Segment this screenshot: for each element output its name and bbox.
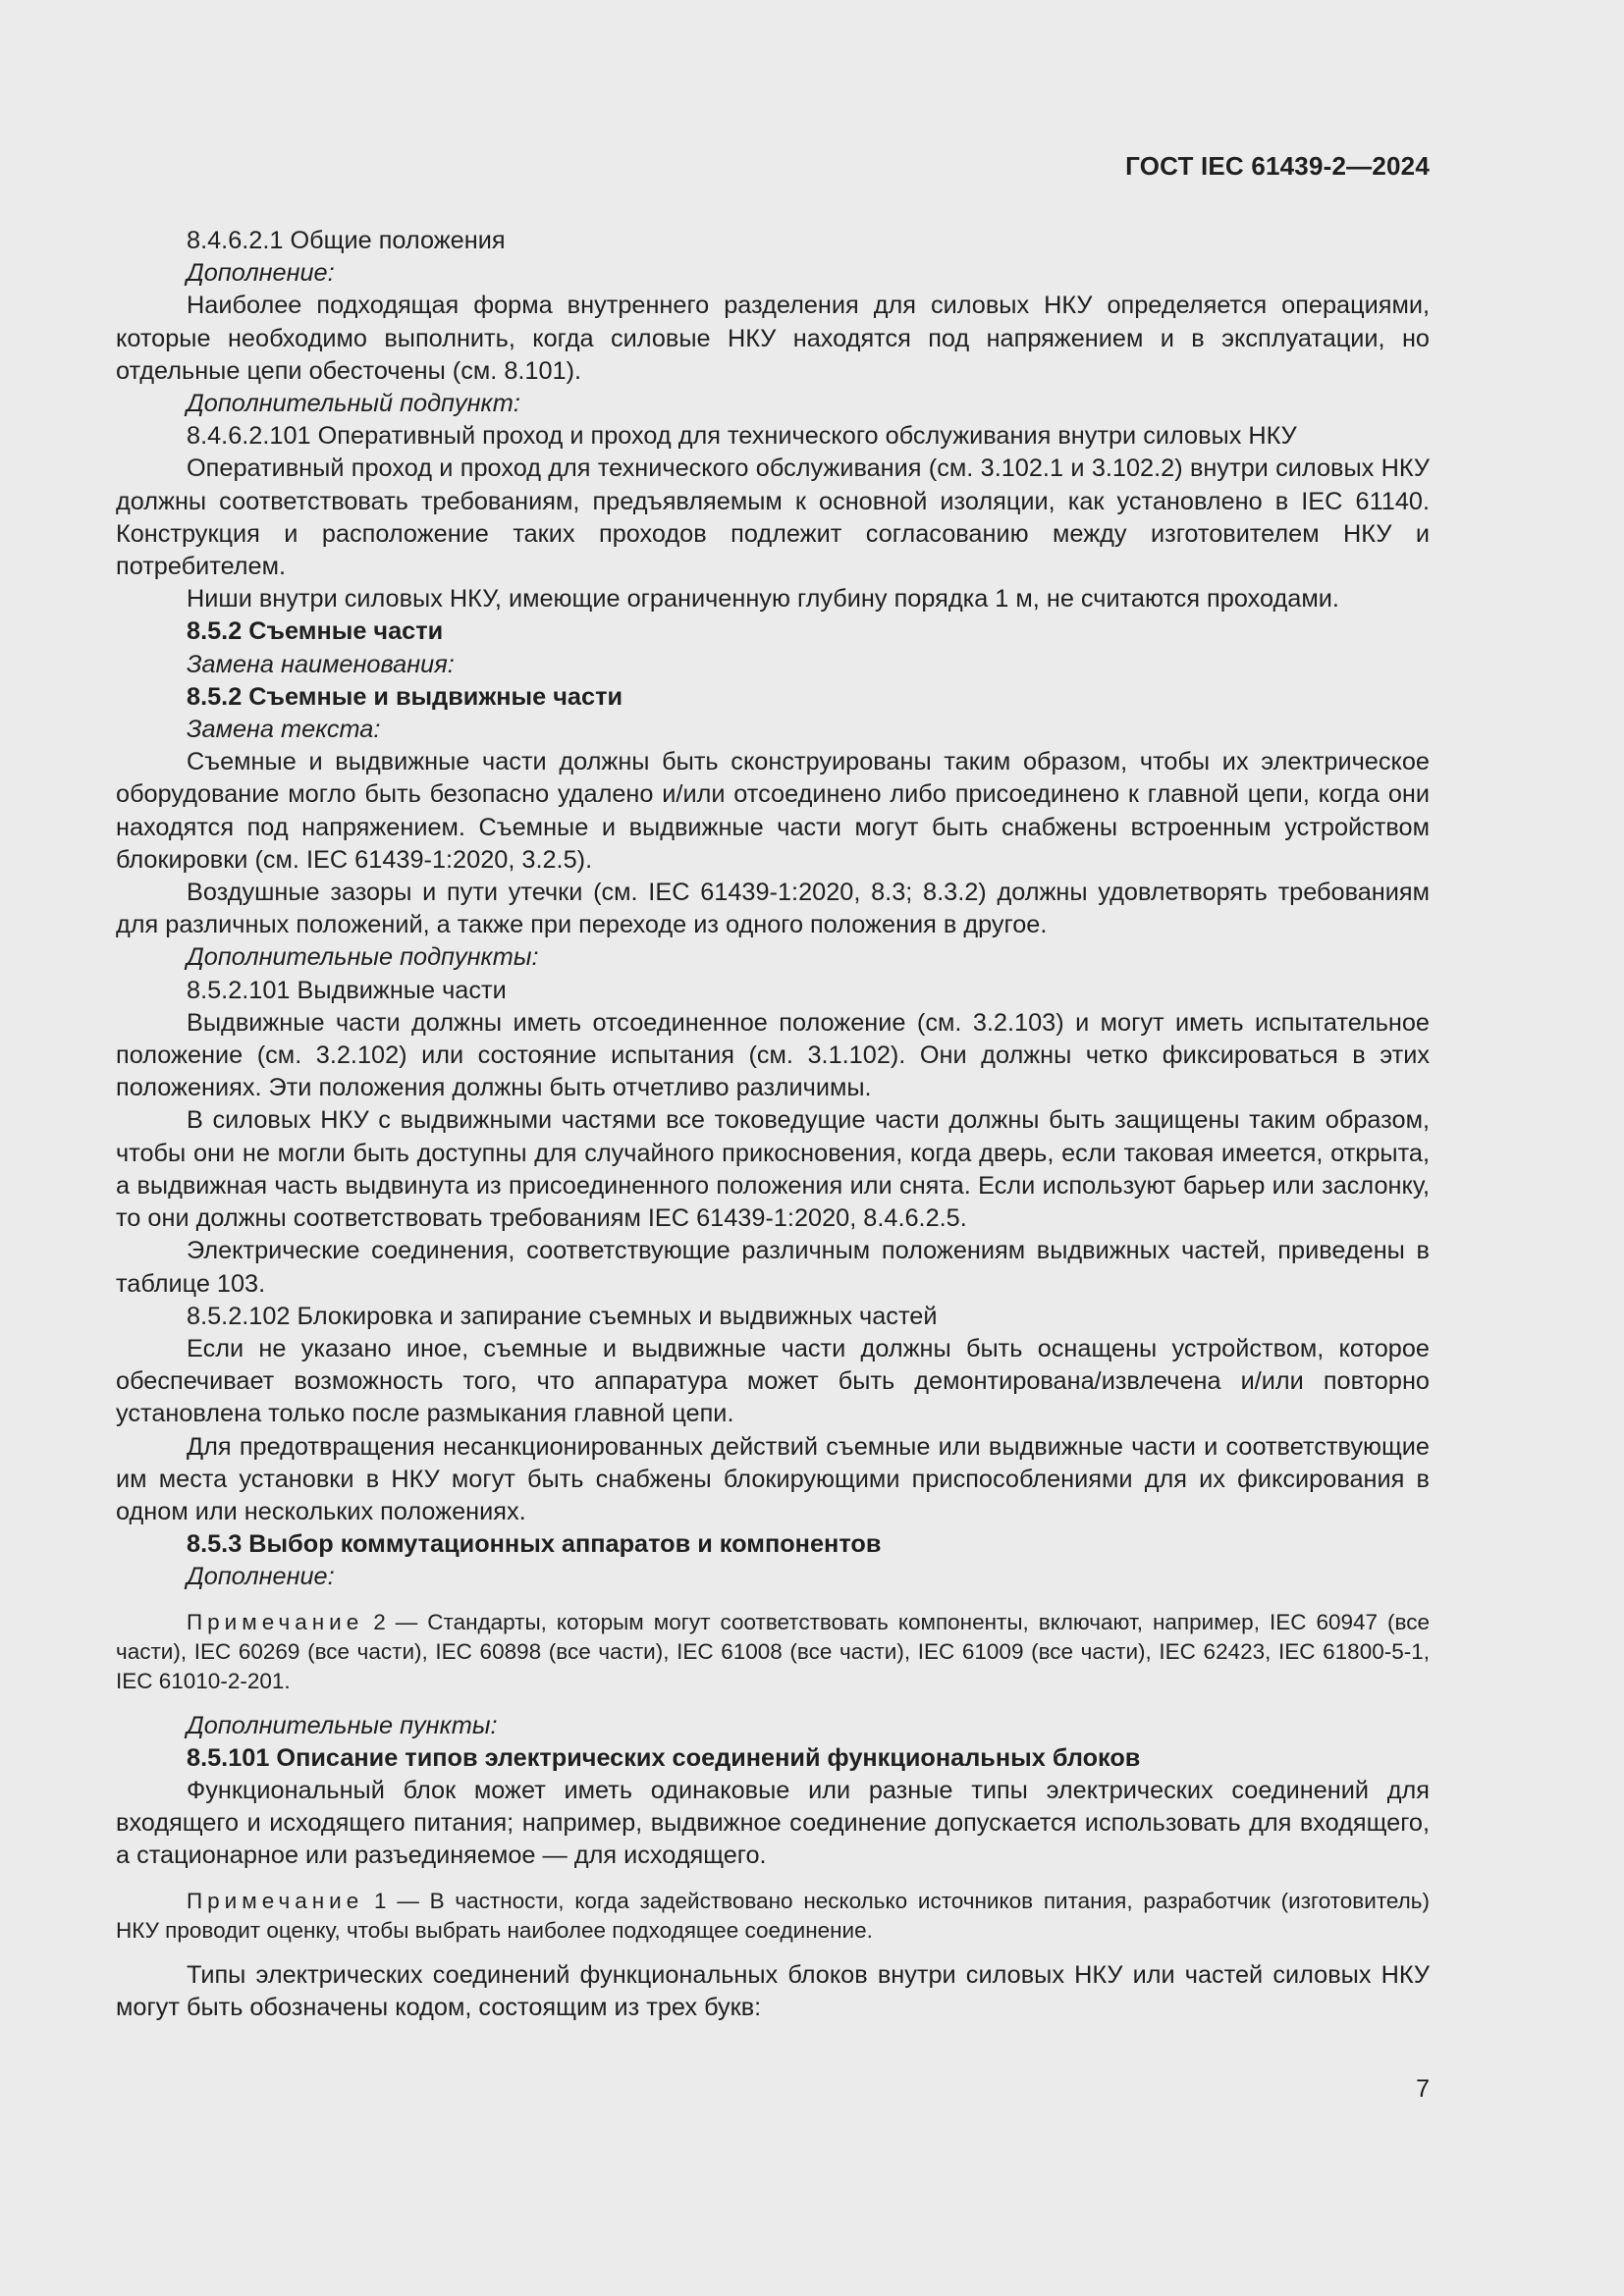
body-paragraph: Электрические соединения, соответствующие различным положениям выдвижных частей, приведены в таблице 103. (116, 1237, 1430, 1298)
body-paragraph: Оперативный проход и проход для технического обслуживания (см. 3.102.1 и 3.102.2) внутри силовых НКУ должны соответствовать требованиям, предъявляемым к основной изоляции, как установлено в IEC 61140. Конструкция и расположение таких проходов подлежит согласованию между изготовителем НКУ и потребителем. (116, 454, 1430, 581)
section-heading: 8.5.3 Выбор коммутационных аппаратов и компонентов (187, 1530, 882, 1559)
document-header: ГОСТ IEC 61439-2—2024 (1125, 151, 1430, 181)
document-body (116, 225, 1430, 2024)
body-paragraph: Функциональный блок может иметь одинаковые или разные типы электрических соединений для входящего и исходящего питания; например, выдвижное соединение допускается использовать для входящего, а стационарное или разъединяемое — для исходящего. (116, 1776, 1430, 1870)
subclause-heading: 8.4.6.2.1 Общие положения (187, 227, 506, 254)
subclause-heading: 8.5.2.102 Блокировка и запирание съемных и выдвижных частей (187, 1302, 938, 1330)
body-paragraph: Если не указано иное, съемные и выдвижные части должны быть оснащены устройством, которое обеспечивает возможность того, что аппаратура может быть демонтирована/извлечена и/или повторно установлена только после размыкания главной цепи. (116, 1334, 1430, 1428)
page-number: 7 (1416, 2075, 1430, 2103)
amendment-label: Дополнительный подпункт: (187, 390, 520, 418)
subclause-heading: 8.5.2.101 Выдвижные части (187, 976, 507, 1004)
amendment-label: Дополнение: (187, 1563, 335, 1591)
amendment-label: Дополнительные пункты: (187, 1711, 498, 1739)
body-paragraph: В силовых НКУ с выдвижными частями все токоведущие части должны быть защищены таким образом, чтобы они не могли быть доступны для случайного прикосновения, когда дверь, если таковая имеется, открыта, а выдвижная часть выдвинута из присоединенного положения или снята. Если используют барьер или заслонку, то они должны соответствовать требованиям IEC 61439-1:2020, 8.4.6.2.5. (116, 1106, 1430, 1233)
section-heading: 8.5.101 Описание типов электрических соединений функциональных блоков (187, 1743, 1141, 1772)
body-paragraph: Воздушные зазоры и пути утечки (см. IEC 61439-1:2020, 8.3; 8.3.2) должны удовлетворять требованиям для различных положений, а также при переходе из одного положения в другое. (116, 879, 1430, 939)
note-label: Примечание (187, 1609, 364, 1634)
amendment-label: Замена текста: (187, 716, 381, 744)
body-paragraph: Типы электрических соединений функциональных блоков внутри силовых НКУ или частей силовых НКУ могут быть обозначены кодом, состоящим из трех букв: (116, 1960, 1430, 2021)
amendment-label: Дополнительные подпункты: (187, 943, 539, 972)
note-text: 2 — Стандарты, которым могут соответствовать компоненты, включают, например, IEC 60947 (все части), IEC 60269 (все части), IEC 60898 (все части), IEC 61008 (все части), IEC 61009 (все части), IEC 62423, IEC 61800-5-1, IEC 61010-2-201. (116, 1609, 1430, 1693)
body-paragraph: Ниши внутри силовых НКУ, имеющие ограниченную глубину порядка 1 м, не считаются проходами. (187, 585, 1339, 614)
amendment-label: Дополнение: (187, 259, 335, 288)
note-text: 1 — В частности, когда задействовано несколько источников питания, разработчик (изготовитель) НКУ проводит оценку, чтобы выбрать наиболее подходящее соединение. (116, 1888, 1430, 1943)
section-heading: 8.5.2 Съемные части (187, 617, 444, 646)
body-paragraph: Наиболее подходящая форма внутреннего разделения для силовых НКУ определяется операциями, которые необходимо выполнить, когда силовые НКУ находятся под напряжением и в эксплуатации, но отдельные цепи обесточены (см. 8.101). (116, 292, 1430, 385)
subclause-heading: 8.4.6.2.101 Оперативный проход и проход для технического обслуживания внутри силовых НКУ (187, 422, 1297, 451)
body-paragraph: Для предотвращения несанкционированных действий съемные или выдвижные части и соответствующие им места установки в НКУ могут быть снабжены блокирующими приспособлениями для их фиксирования в одном или нескольких положениях. (116, 1432, 1430, 1525)
amendment-label: Замена наименования: (187, 650, 455, 678)
note (116, 1608, 1430, 1696)
body-paragraph: Выдвижные части должны иметь отсоединенное положение (см. 3.2.103) и могут иметь испытательное положение (см. 3.2.102) или состояние испытания (см. 3.1.102). Они должны четко фиксироваться в этих положениях. Эти положения должны быть отчетливо различимы. (116, 1008, 1430, 1102)
note-label: Примечание (187, 1888, 364, 1913)
note (116, 1887, 1430, 1946)
section-heading: 8.5.2 Съемные и выдвижные части (187, 682, 623, 711)
body-paragraph: Съемные и выдвижные части должны быть сконструированы таким образом, чтобы их электрическое оборудование могло быть безопасно удалено и/или отсоединено либо присоединено к главной цепи, когда они находятся под напряжением. Съемные и выдвижные части могут быть снабжены встроенным устройством блокировки (см. IEC 61439-1:2020, 3.2.5). (116, 748, 1430, 874)
